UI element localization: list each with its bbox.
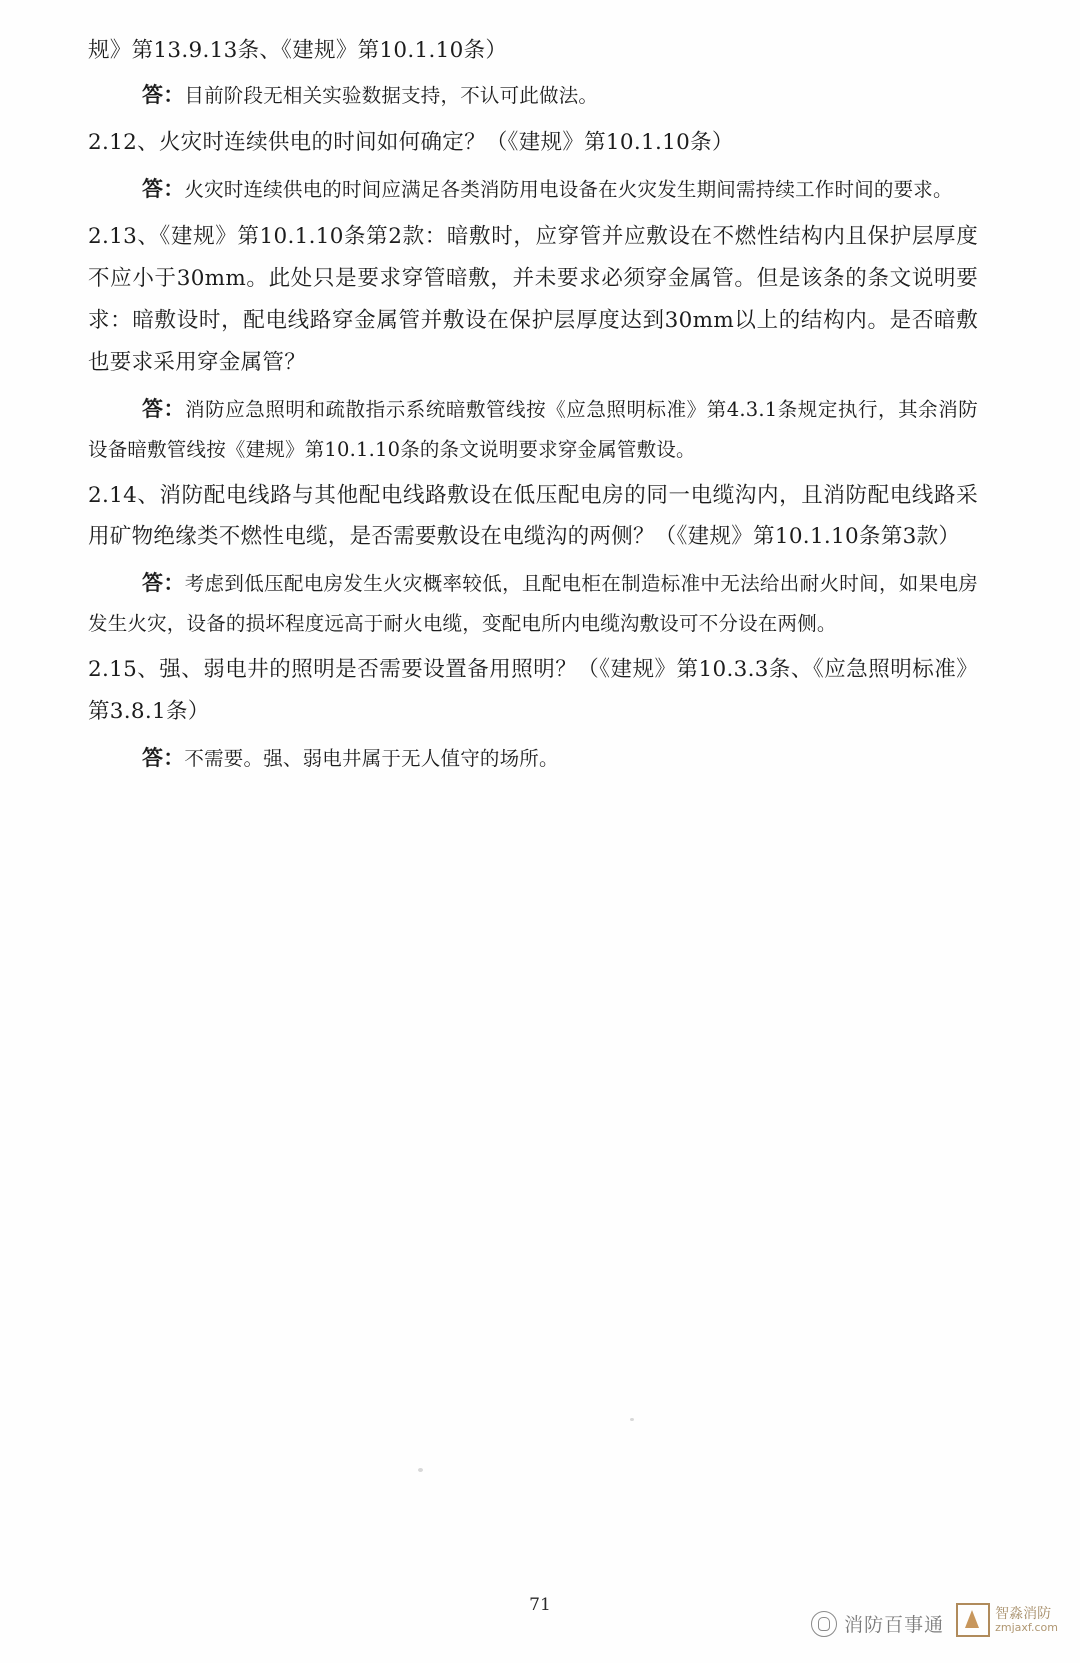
answer-text: 目前阶段无相关实验数据支持，不认可此做法。 bbox=[184, 83, 599, 107]
answer-label: 答： bbox=[142, 175, 185, 201]
brand-logo bbox=[956, 1603, 1058, 1637]
brand-site: zmjaxf.com bbox=[995, 1620, 1058, 1634]
answer-block bbox=[88, 74, 978, 116]
brand-logo-text bbox=[995, 1606, 1058, 1635]
answer-label: 答： bbox=[142, 745, 185, 771]
watermark bbox=[811, 1603, 1058, 1637]
answer-block bbox=[88, 737, 978, 779]
question-block bbox=[88, 649, 978, 733]
answer-label: 答： bbox=[142, 395, 186, 421]
page-content bbox=[88, 30, 978, 785]
wechat-account-watermark bbox=[811, 1610, 944, 1637]
answer-text: 不需要。强、弱电井属于无人值守的场所。 bbox=[184, 747, 559, 771]
answer-block bbox=[88, 562, 978, 643]
paper-speck bbox=[630, 1418, 634, 1421]
question-block bbox=[88, 216, 978, 384]
answer-block bbox=[88, 388, 978, 469]
page-number: 71 bbox=[529, 1595, 551, 1615]
question-block bbox=[88, 475, 978, 559]
answer-label: 答： bbox=[142, 570, 185, 596]
answer-label: 答： bbox=[142, 81, 185, 107]
answer-text: 考虑到低压配电房发生火灾概率较低，且配电柜在制造标准中无法给出耐火时间，如果电房发生火灾，设备的损坏程度远高于耐火电缆，变配电所内电缆沟敷设可不分设在两侧。 bbox=[88, 572, 978, 636]
brand-name-cn: 智淼消防 bbox=[995, 1605, 1052, 1622]
answer-text: 消防应急照明和疏散指示系统暗敷管线按《应急照明标准》第4.3.1条规定执行，其余消防设备暗敷管线按《建规》第10.1.10条的条文说明要求穿金属管敷设。 bbox=[88, 397, 978, 461]
account-name: 消防百事通 bbox=[844, 1614, 945, 1636]
question-text: 2.12、火灾时连续供电的时间如何确定？（《建规》第10.1.10条） bbox=[88, 129, 734, 155]
question-text: 2.14、消防配电线路与其他配电线路敷设在低压配电房的同一电缆沟内，且消防配电线路采用矿物绝缘类不燃性电缆，是否需要敷设在电缆沟的两侧？（《建规》第10.1.10条第3款） bbox=[88, 482, 978, 550]
paragraph-continuation: 规》第13.9.13条、《建规》第10.1.10条） bbox=[88, 38, 508, 63]
question-text: 2.15、强、弱电井的照明是否需要设置备用照明？（《建规》第10.3.3条、《应急照明标准》第3.8.1条） bbox=[88, 657, 978, 725]
question-text: 2.13、《建规》第10.1.10条第2款：暗敷时，应穿管并应敷设在不燃性结构内且保护层厚度不应小于30mm。此处只是要求穿管暗敷，并未要求必须穿金属管。但是该条的条文说明要求：暗敷设时，配电线路穿金属管并敷设在保护层厚度达到30mm以上的结构内。是否暗敷也要求采用穿金属管？ bbox=[88, 223, 978, 375]
question-block bbox=[88, 122, 978, 164]
wechat-icon bbox=[811, 1611, 837, 1637]
answer-text: 火灾时连续供电的时间应满足各类消防用电设备在火灾发生期间需持续工作时间的要求。 bbox=[184, 177, 953, 201]
flame-logo-icon bbox=[956, 1603, 990, 1637]
paper-speck bbox=[418, 1468, 423, 1472]
answer-block bbox=[88, 168, 978, 210]
